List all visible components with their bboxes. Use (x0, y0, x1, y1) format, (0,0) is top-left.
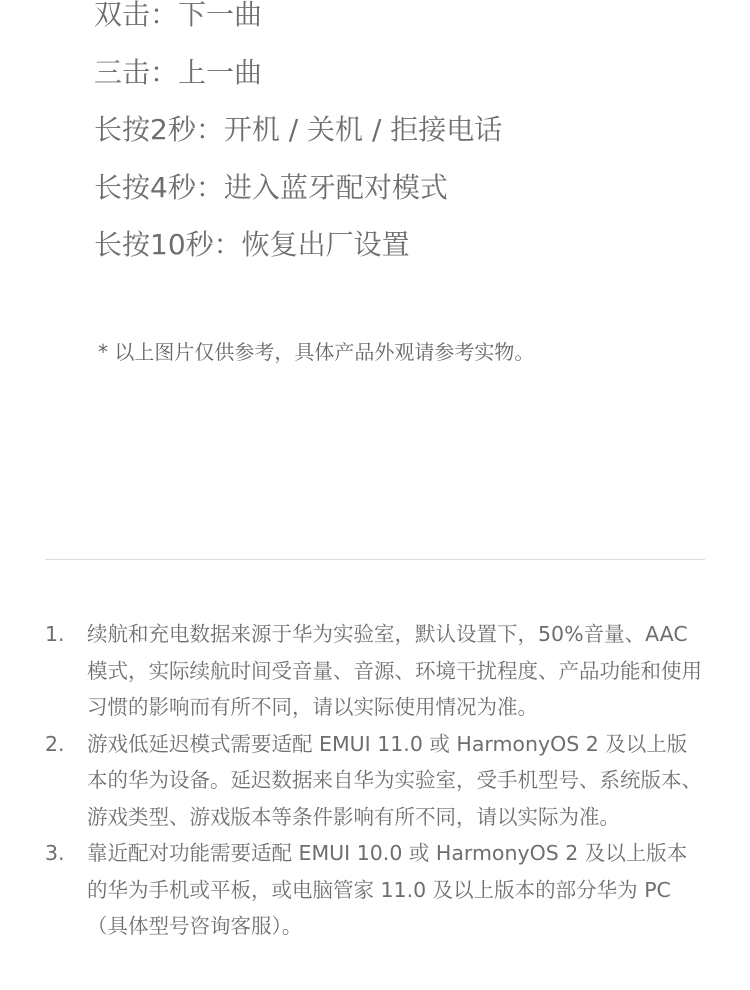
footnote-item (45, 616, 705, 726)
section-divider (45, 559, 705, 560)
footnote-item (45, 726, 705, 836)
button-controls-list (94, 0, 502, 274)
footnote-text: 续航和充电数据来源于华为实验室，默认设置下，50%音量、AAC模式，实际续航时间受音量、音源、环境干扰程度、产品功能和使用习惯的影响而有所不同，请以实际使用情况为准。 (87, 622, 702, 719)
footnote-item (45, 835, 705, 945)
control-hold-10s: 长按10秒：恢复出厂设置 (94, 228, 410, 261)
footnote-number: 2. (45, 731, 65, 756)
footnote-number: 3. (45, 841, 65, 865)
image-disclaimer: * 以上图片仅供参考，具体产品外观请参考实物。 (98, 340, 535, 364)
control-double-tap: 双击：下一曲 (94, 0, 263, 31)
control-hold-2s: 长按2秒：开机 / 关机 / 拒接电话 (94, 113, 503, 146)
footnotes-list (45, 616, 705, 945)
footnote-number: 1. (45, 622, 65, 646)
footnote-text: 靠近配对功能需要适配 EMUI 10.0 或 HarmonyOS 2 及以上版本的华为手机或平板，或电脑管家 11.0 及以上版本的部分华为 PC（具体型号咨询客服）。 (87, 841, 688, 938)
control-triple-tap: 三击：上一曲 (94, 55, 263, 89)
control-hold-4s: 长按4秒：进入蓝牙配对模式 (94, 170, 448, 204)
footnote-text: 游戏低延迟模式需要适配 EMUI 11.0 或 HarmonyOS 2 及以上版本的华为设备。延迟数据来自华为实验室，受手机型号、系统版本、游戏类型、游戏版本等条件影响有所不同，请以实际为准。 (87, 731, 702, 829)
